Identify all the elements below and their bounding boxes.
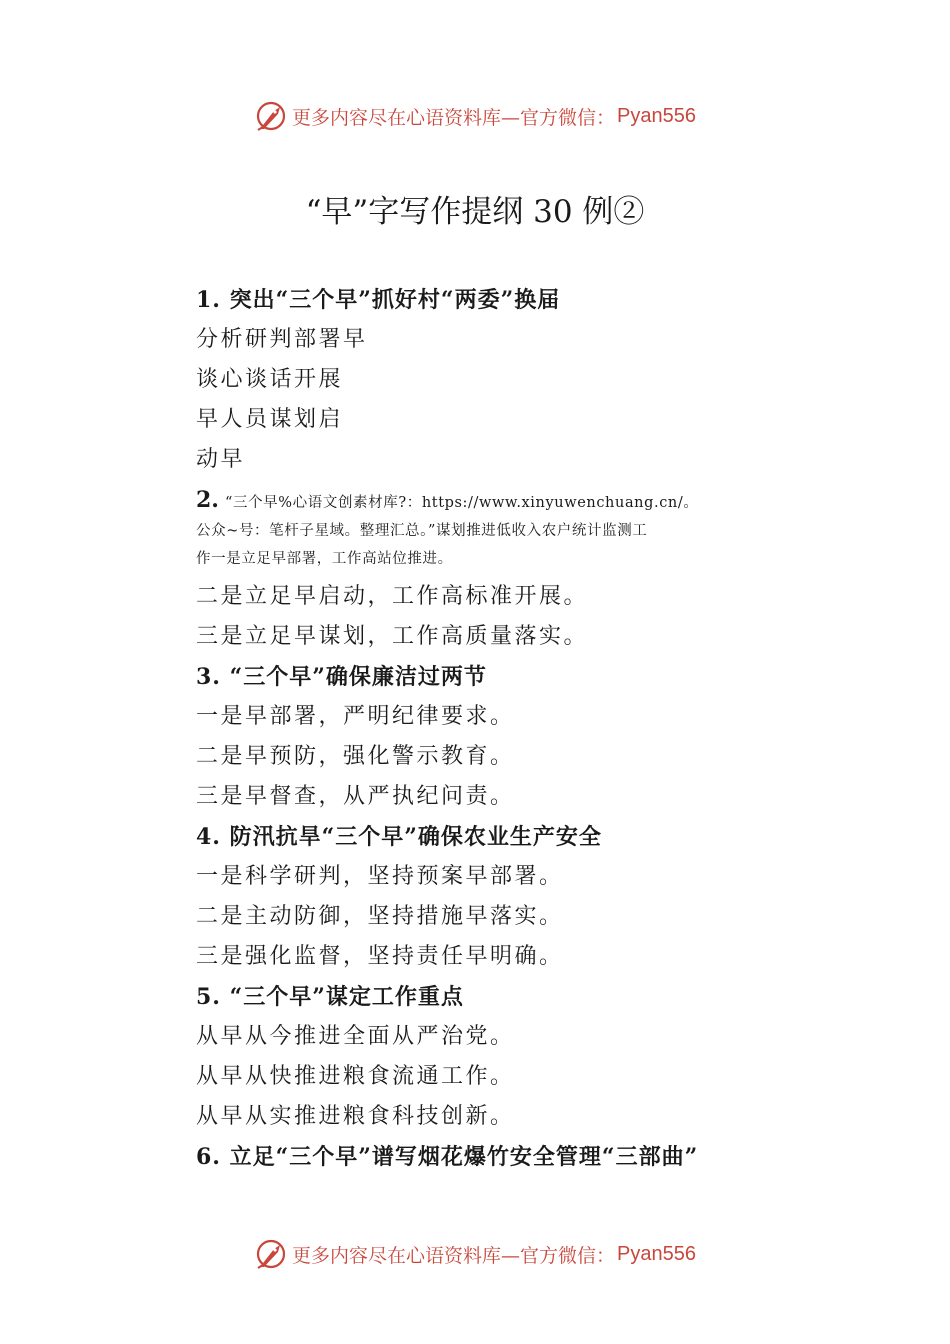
header-banner: [0, 96, 950, 136]
section-3-line: 一是早部署，严明纪律要求。: [196, 704, 515, 729]
section-1-line: 谈心谈话开展: [196, 367, 344, 392]
section-2-small-text: “三个早%心语文创素材库?：https://www.xinyuwenchuang.cn/。: [224, 495, 699, 511]
pen-nib-logo-icon: [254, 1237, 288, 1271]
section-3-line: 三是早督查，从严执纪问责。: [196, 784, 515, 809]
document-title: “早”字写作提纲 30 例②: [305, 194, 645, 230]
document-body: [196, 280, 796, 1177]
section-heading-6: 6. 立足“三个早”谱写烟花爆竹安全管理“三部曲”: [196, 1144, 699, 1170]
section-5-line: 从早从快推进粮食流通工作。: [196, 1064, 515, 1089]
section-4-line: 一是科学研判，坚持预案早部署。: [196, 864, 564, 889]
section-heading-1: 1. 突出“三个早”抓好村“两委”换届: [196, 287, 561, 313]
banner-wechat-id: Pyan556: [617, 104, 696, 127]
section-1-line: 早人员谋划启: [196, 407, 344, 432]
banner-text: 更多内容尽在心语资料库—官方微信：: [292, 106, 616, 129]
footer-banner: [0, 1234, 950, 1274]
section-5-line: 从早从今推进全面从严治党。: [196, 1024, 515, 1049]
section-2-small-line: 公众~号：笔杆子星域。整理汇总。”谋划推进低收入农户统计监测工: [196, 523, 648, 539]
banner-wechat-id: Pyan556: [617, 1242, 696, 1265]
section-2-line: 二是立足早启动，工作高标准开展。: [196, 584, 589, 609]
section-5-line: 从早从实推进粮食科技创新。: [196, 1104, 515, 1129]
section-2-inserted-text: [196, 486, 796, 573]
section-heading-3: 3. “三个早”确保廉洁过两节: [196, 664, 487, 690]
pen-nib-logo-icon: [254, 99, 288, 133]
section-1-line: 动早: [196, 447, 246, 472]
section-2-line: 三是立足早谋划，工作高质量落实。: [196, 624, 589, 649]
section-heading-5: 5. “三个早”谋定工作重点: [196, 984, 464, 1010]
section-4-line: 二是主动防御，坚持措施早落实。: [196, 904, 564, 929]
section-2-small-line: [196, 486, 796, 517]
section-heading-4: 4. 防汛抗旱“三个早”确保农业生产安全: [196, 824, 602, 850]
section-3-line: 二是早预防，强化警示教育。: [196, 744, 515, 769]
section-1-line: 分析研判部署早: [196, 327, 368, 352]
section-4-line: 三是强化监督，坚持责任早明确。: [196, 944, 564, 969]
section-2-small-line: 作一是立足早部署，工作高站位推进。: [196, 551, 453, 567]
section-2-number: 2.: [196, 487, 219, 513]
banner-text: 更多内容尽在心语资料库—官方微信：: [292, 1244, 616, 1267]
